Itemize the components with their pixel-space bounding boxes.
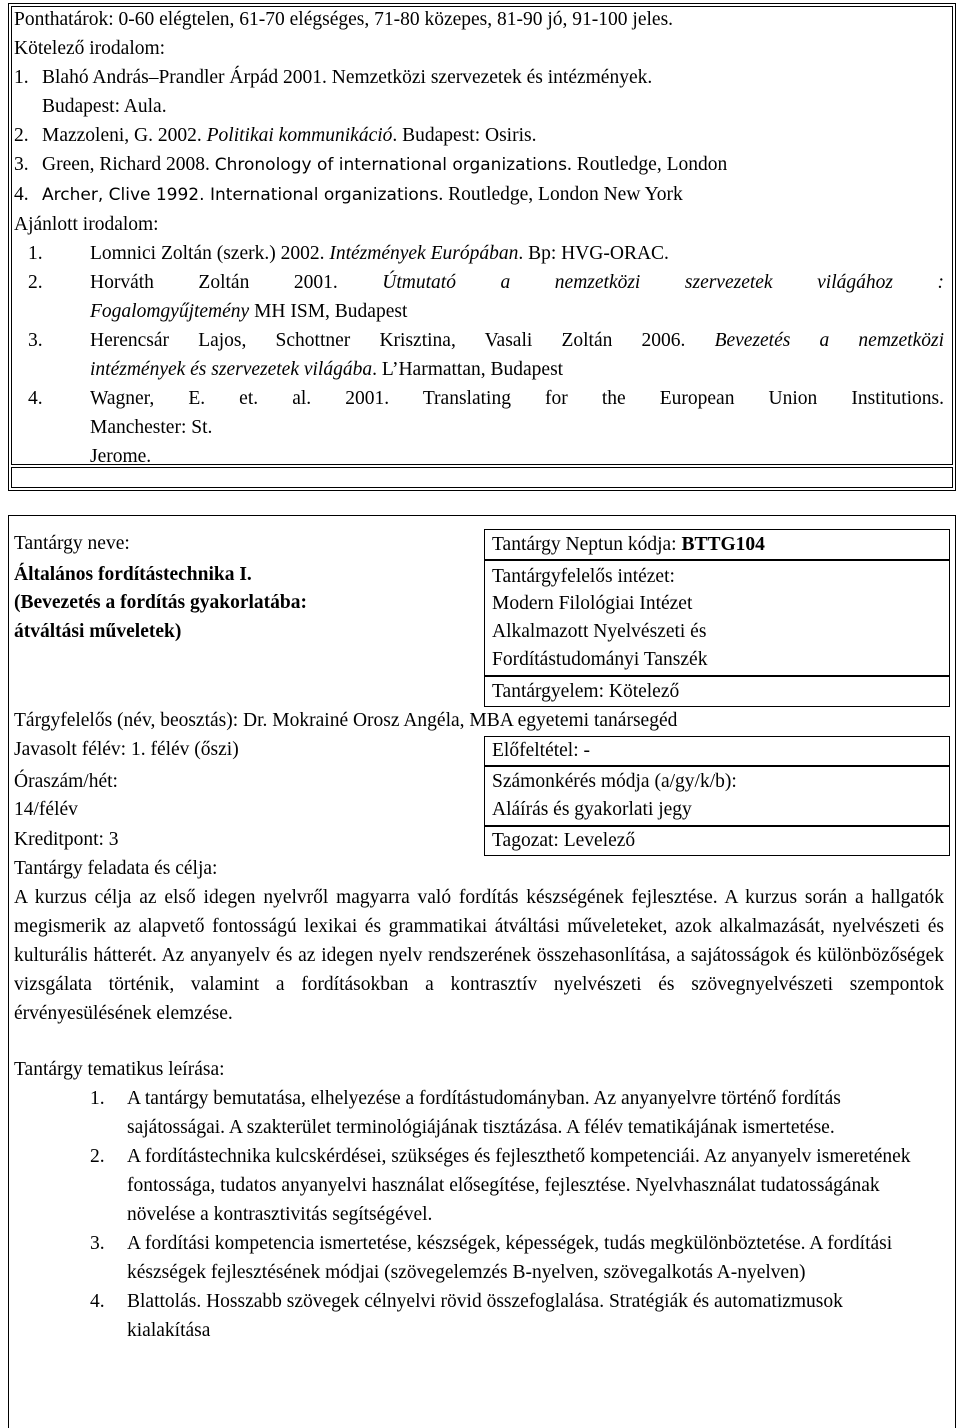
list-item: 1. Blahó András–Prandler Árpád 2001. Nemzetközi szervezetek és intézmények. Budapest: Aula.	[14, 67, 653, 117]
course-element: Tantárgyelem: Kötelező	[492, 681, 680, 702]
goal-text: A kurzus célja az első idegen nyelvről magyarra való fordítás készségének fejlesztése. A kurzus során a hallgatók megismerik az alapvető fontosságú lexikai és grammatikai átváltási műveleteket, azok alkalmazását, nyelvészeti és kulturális hátterét. Az anyanyelv és az idegen nyelv rendszerének összehasonlítása, a sajátosságok és különbözőségek vizsgálata történik, valamint a fordításokban a kontrasztív nyelvészeti és szövegnyelvészeti szempontok érvényesülésének elemzése.	[14, 887, 944, 1024]
topics-heading: Tantárgy tematikus leírása:	[14, 1059, 225, 1080]
hours-label: Óraszám/hét:	[14, 771, 118, 792]
list-item: 2. Mazzoleni, G. 2002. Politikai kommunikáció. Budapest: Osiris.	[14, 125, 537, 146]
topics-list	[90, 1084, 927, 1345]
exam-value: Aláírás és gyakorlati jegy	[492, 799, 692, 820]
recommended-literature-heading: Ajánlott irodalom:	[14, 214, 159, 235]
institute-line2: Alkalmazott Nyelvészeti és	[492, 621, 707, 642]
list-item: 3. A fordítási kompetencia ismertetése, készségek, képességek, tudás megkülönböztetése. A fordítási készségek fejlesztésének módjai (szövegelemzés B-nyelven, szövegalkotás A-nyelven)	[90, 1233, 893, 1283]
list-item: 2. Horváth Zoltán 2001. Útmutató a nemzetközi szervezetek világához : Fogalomgyűjtemény MH ISM, Budapest	[28, 272, 944, 322]
list-item: 2. A fordítástechnika kulcskérdései, szükséges és fejleszthető kompetenciái. Az anyanyelv ismeretének fontossága, tudatos anyanyelvi használat elősegítése, fejlesztése. Nyelvhasználat tudatosságának növelése a kontrasztivitás segítségével.	[90, 1146, 911, 1225]
institute-line1: Modern Filológiai Intézet	[492, 593, 693, 614]
course-name-label: Tantárgy neve:	[14, 533, 130, 554]
course-name-title: Általános fordítástechnika I.	[14, 564, 252, 585]
institute-label: Tantárgyfelelős intézet:	[492, 566, 675, 587]
grading-thresholds: Ponthatárok: 0-60 elégtelen, 61-70 elégséges, 71-80 közepes, 81-90 jó, 91-100 jeles.	[14, 9, 674, 30]
list-item: 1. A tantárgy bemutatása, elhelyezése a fordítástudományban. Az anyanyelvre történő fordítás sajátosságai. A szakterület terminológiájának tisztázása. A félév tematikájának ismertetése.	[90, 1088, 841, 1138]
list-item: 4. Blattolás. Hosszabb szövegek célnyelvi rövid összefoglalása. Stratégiák és automatizmusok kialakítása	[90, 1291, 843, 1341]
required-literature-heading: Kötelező irodalom:	[14, 38, 166, 59]
required-literature-list	[14, 63, 944, 210]
study-mode: Tagozat: Levelező	[492, 830, 636, 851]
semester: Javasolt félév: 1. félév (őszi)	[14, 739, 239, 760]
institute-line3: Fordítástudományi Tanszék	[492, 649, 708, 670]
course-name-sub2: átváltási műveletek)	[14, 621, 182, 642]
list-item: 3. Green, Richard 2008. Chronology of international organizations. Routledge, London	[14, 154, 728, 175]
list-item: 3. Herencsár Lajos, Schottner Krisztina, Vasali Zoltán 2006. Bevezetés a nemzetközi intézmények és szervezetek világába. L’Harmattan, Budapest	[28, 330, 944, 380]
neptun-code: Tantárgy Neptun kódja: BTTG104	[492, 534, 765, 555]
literature-section	[14, 5, 944, 471]
hours-value: 14/félév	[14, 799, 78, 820]
credits: Kreditpont: 3	[14, 829, 119, 850]
list-item: 4. Archer, Clive 1992. International organizations. Routledge, London New York	[14, 184, 683, 205]
prerequisite: Előfeltétel: -	[492, 740, 590, 761]
course-responsible: Tárgyfelelős (név, beosztás): Dr. Mokrainé Orosz Angéla, MBA egyetemi tanársegéd	[14, 710, 678, 731]
list-item: 4. Wagner, E. et. al. 2001. Translating for the European Union Institutions. Manchester: St. Jerome.	[28, 388, 944, 467]
goal-heading: Tantárgy feladata és célja:	[14, 858, 218, 879]
course-name-sub1: (Bevezetés a fordítás gyakorlatába:	[14, 592, 307, 613]
list-item: 1. Lomnici Zoltán (szerk.) 2002. Intézmények Európában. Bp: HVG-ORAC.	[28, 243, 669, 264]
recommended-literature-list	[14, 239, 944, 471]
exam-label: Számonkérés módja (a/gy/k/b):	[492, 771, 737, 792]
